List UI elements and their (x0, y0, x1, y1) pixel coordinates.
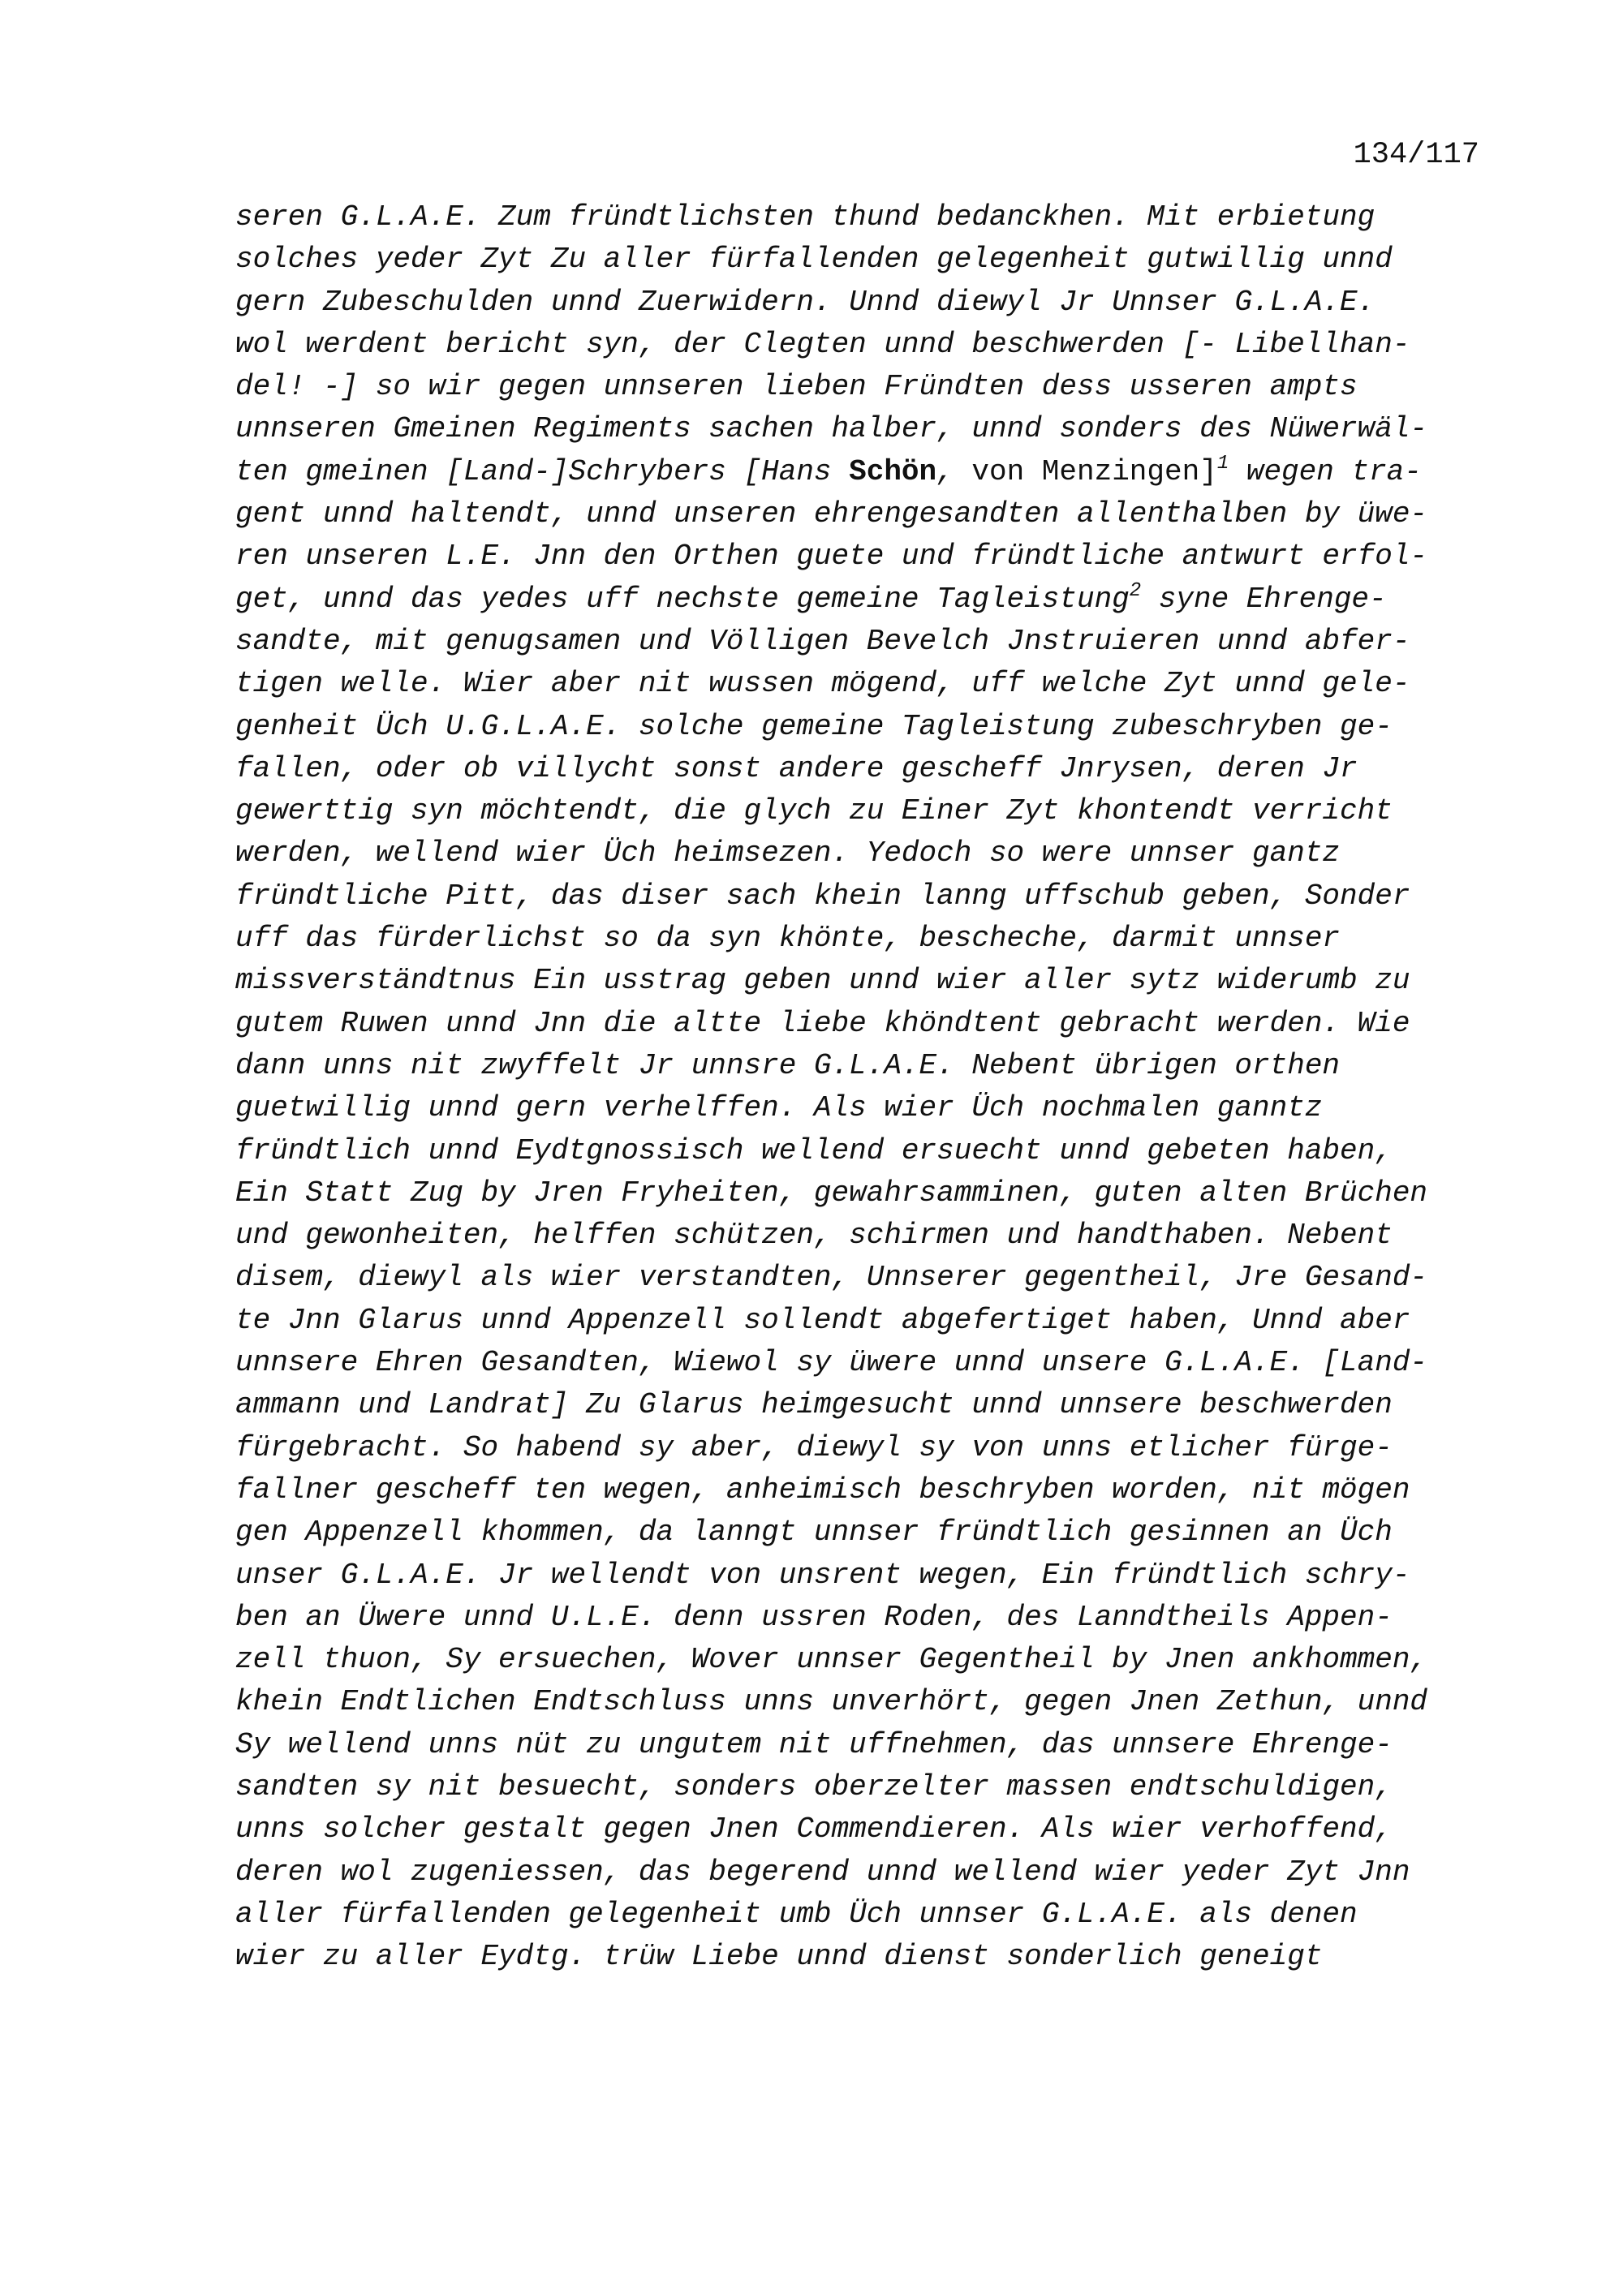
text-line: Ein Statt Zug by Jren Fryheiten, gewahrsamminen, guten alten Brüchen (235, 1176, 1428, 1210)
text-line: ren unseren L.E. Jnn den Orthen guete und fründtliche antwurt erfol- (235, 540, 1428, 574)
text-line: gewerttig syn möchtendt, die glych zu Einer Zyt khontendt verricht (235, 794, 1393, 828)
text-line: uff das fürderlichst so da syn khönte, bescheche, darmit unnser (235, 922, 1341, 956)
text-line: genheit Üch U.G.L.A.E. solche gemeine Tagleistung zubeschryben ge- (235, 709, 1393, 743)
upright-fragment: von Menzingen] (971, 454, 1217, 488)
body-text (235, 196, 1485, 1978)
text-line: ben an Üwere unnd U.L.E. denn ussren Roden, des Lanndtheils Appen- (235, 1600, 1393, 1634)
text-line: wier zu aller Eydtg. trüw Liebe unnd dienst sonderlich geneigt (235, 1940, 1323, 1974)
bold-name: Schön (849, 454, 937, 488)
text-line (235, 451, 1485, 493)
text-line: deren wol zugeniessen, das begerend unnd wellend wier yeder Zyt Jnn (235, 1855, 1410, 1889)
text-line: Sy wellend unns nüt zu ungutem nit uffnehmen, das unnsere Ehrenge- (235, 1727, 1393, 1761)
text-line: fürgebracht. So habend sy aber, diewyl sy von unns etlicher fürge- (235, 1430, 1393, 1464)
text-line (235, 578, 1485, 621)
text-line: sandten sy nit besuecht, sonders oberzelter massen endtschuldigen, (235, 1769, 1393, 1804)
text-line: gent unnd haltendt, unnd unseren ehrengesandten allenthalben by üwe- (235, 497, 1428, 531)
text-line: werden, wellend wier Üch heimsezen. Yedoch so were unnser gantz (235, 836, 1341, 871)
footnote-marker: 2 (1129, 579, 1142, 602)
text-line: unser G.L.A.E. Jr wellendt von unsrent wegen, Ein fründtlich schry- (235, 1558, 1410, 1592)
page-number: 134/117 (1353, 138, 1479, 172)
text-line: gutem Ruwen unnd Jnn die altte liebe khöndtent gebracht werden. Wie (235, 1006, 1410, 1040)
text-line: unnseren Gmeinen Regiments sachen halber, unnd sonders des Nüwerwäl- (235, 412, 1428, 446)
text-line: tigen welle. Wier aber nit wussen mögend, uff welche Zyt unnd gele- (235, 667, 1410, 701)
text-line: seren G.L.A.E. Zum fründtlichsten thund bedanckhen. Mit erbietung (235, 200, 1375, 234)
text-line: zell thuon, Sy ersuechen, Wover unnser Gegentheil by Jnen ankhommen, (235, 1643, 1428, 1677)
text-line: und gewonheiten, helffen schützen, schirmen und handthaben. Nebent (235, 1219, 1393, 1253)
text-fragment: , (936, 454, 972, 488)
text-line: fallner gescheff ten wegen, anheimisch beschryben worden, nit mögen (235, 1473, 1410, 1507)
text-line: dann unns nit zwyffelt Jr unnsre G.L.A.E. Nebent übrigen orthen (235, 1048, 1341, 1082)
text-line: unnsere Ehren Gesandten, Wiewol sy üwere unnd unsere G.L.A.E. [Land- (235, 1346, 1428, 1380)
text-line: disem, diewyl als wier verstandten, Unnserer gegentheil, Jre Gesand- (235, 1261, 1428, 1295)
text-line: solches yeder Zyt Zu aller fürfallenden gelegenheit gutwillig unnd (235, 243, 1393, 277)
text-line: sandte, mit genugsamen und Völligen Bevelch Jnstruieren unnd abfer- (235, 624, 1410, 658)
text-line: guetwillig unnd gern verhelffen. Als wier Üch nochmalen ganntz (235, 1091, 1323, 1125)
text-line: fründtlich unnd Eydtgnossisch wellend ersuecht unnd gebeten haben, (235, 1133, 1393, 1167)
text-line: te Jnn Glarus unnd Appenzell sollendt abgefertiget haben, Unnd aber (235, 1303, 1410, 1337)
text-fragment: ten gmeinen [Land-]Schrybers [Hans (235, 454, 850, 488)
text-fragment: wegen tra- (1229, 454, 1422, 488)
text-fragment: get, unnd das yedes uff nechste gemeine Tagleistung (235, 582, 1130, 616)
text-line: missverständtnus Ein usstrag geben unnd wier aller sytz widerumb zu (235, 964, 1410, 998)
text-line: gern Zubeschulden unnd Zuerwidern. Unnd diewyl Jr Unnser G.L.A.E. (235, 285, 1375, 319)
text-fragment: syne Ehrenge- (1141, 582, 1387, 616)
text-line: khein Endtlichen Endtschluss unns unverhört, gegen Jnen Zethun, unnd (235, 1685, 1428, 1719)
text-line: ammann und Landrat] Zu Glarus heimgesucht unnd unnsere beschwerden (235, 1388, 1393, 1422)
text-line: wol werdent bericht syn, der Clegten unnd beschwerden [- Libellhan- (235, 327, 1410, 361)
text-line: fründtliche Pitt, das diser sach khein lanng uffschub geben, Sonder (235, 879, 1410, 913)
text-line: gen Appenzell khommen, da lanngt unnser fründtlich gesinnen an Üch (235, 1516, 1393, 1550)
text-line: del! -] so wir gegen unnseren lieben Fründten dess usseren ampts (235, 370, 1358, 404)
footnote-marker: 1 (1216, 452, 1229, 475)
text-line: unns solcher gestalt gegen Jnen Commendieren. Als wier verhoffend, (235, 1812, 1393, 1847)
text-line: aller fürfallenden gelegenheit umb Üch unnser G.L.A.E. als denen (235, 1897, 1358, 1931)
text-line: fallen, oder ob villycht sonst andere gescheff Jnrysen, deren Jr (235, 751, 1358, 785)
